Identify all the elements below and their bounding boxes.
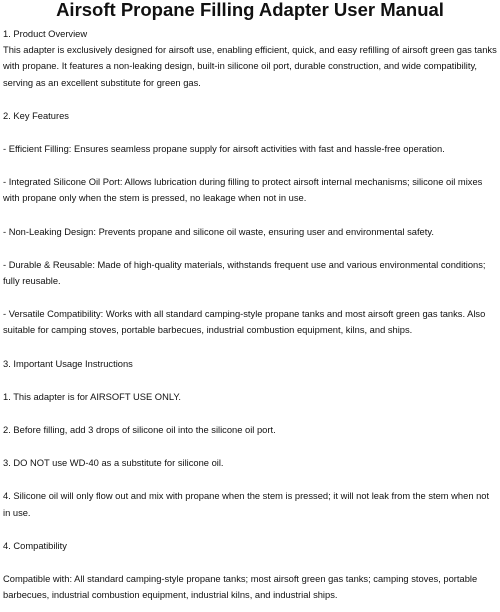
compatibility-text: Compatible with: All standard camping-style propane tanks; most airsoft green gas tanks; camping stoves, portable barbecues, industrial combustion equipment, industrial kilns, and industrial ships. [3,574,478,601]
feature-item: - Integrated Silicone Oil Port: Allows lubrication during filling to protect airsoft internal mechanisms; silicone oil mixes with propane only when the stem is pressed, no leakage when not in use. [3,177,483,204]
section-heading: 3. Important Usage Instructions [3,358,133,369]
section-heading: 1. Product Overview [3,29,88,39]
usage-item: 4. Silicone oil will only flow out and mix with propane when the stem is pressed; it will not leak from the stem when not in use. [3,491,490,518]
manual-content [3,26,497,603]
section-overview [3,26,497,91]
document-title: Airsoft Propane Filling Adapter User Manual [56,0,444,20]
usage-item: 2. Before filling, add 3 drops of silicone oil into the silicone oil port. [3,425,276,436]
section-heading: 2. Key Features [3,110,69,121]
feature-item: - Efficient Filling: Ensures seamless propane supply for airsoft activities with fast and hassle-free operation. [3,144,445,155]
overview-text: This adapter is exclusively designed for airsoft use, enabling efficient, quick, and easy refilling of airsoft green gas tanks with propane. It features a non-leaking design, built-in silicone oil port, durable construction, and wide compatibility, serving as an excellent substitute for green gas. [3,45,497,88]
usage-item: 1. This adapter is for AIRSOFT USE ONLY. [3,391,181,402]
feature-item: - Versatile Compatibility: Works with all standard camping-style propane tanks and most airsoft green gas tanks. Also suitable for camping stoves, portable barbecues, industrial combustion equipment, kilns, and ships. [3,309,486,336]
section-heading: 4. Compatibility [3,540,67,551]
feature-item: - Non-Leaking Design: Prevents propane and silicone oil waste, ensuring user and environmental safety. [3,226,434,237]
usage-item: 3. DO NOT use WD-40 as a substitute for silicone oil. [3,458,224,469]
feature-item: - Durable & Reusable: Made of high-quality materials, withstands frequent use and various environmental conditions; fully reusable. [3,259,486,287]
